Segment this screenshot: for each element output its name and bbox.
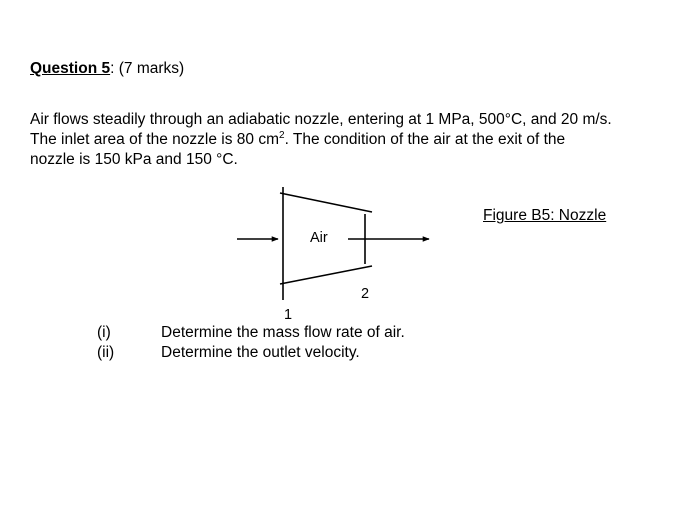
inlet-label: 1 — [284, 307, 293, 323]
question-colon: : — [110, 60, 115, 77]
figure-caption: Figure B5: Nozzle — [483, 207, 607, 224]
task-list — [97, 323, 405, 363]
problem-line-2-start: The inlet area of the nozzle is 80 cm — [30, 131, 279, 148]
question-label: Question 5 — [30, 60, 111, 77]
task-text: Determine the mass flow rate of air. — [161, 324, 405, 341]
question-marks: (7 marks) — [118, 60, 185, 77]
fluid-label: Air — [310, 230, 328, 246]
problem-line-3: nozzle is 150 kPa and 150 °C. — [30, 151, 238, 168]
nozzle-bottom-wall — [280, 266, 372, 284]
outlet-label: 2 — [361, 286, 370, 302]
problem-line-1: Air flows steadily through an adiabatic nozzle, entering at 1 MPa, 500°C, and 20 m/s. — [30, 111, 612, 128]
task-number: (ii) — [97, 344, 115, 361]
problem-line-2 — [30, 130, 680, 150]
question-heading — [30, 60, 184, 78]
problem-statement — [30, 110, 680, 170]
task-item — [97, 343, 405, 363]
task-item — [97, 323, 405, 343]
task-number: (i) — [97, 324, 111, 341]
task-text: Determine the outlet velocity. — [161, 344, 360, 361]
problem-line-2-end: . The condition of the air at the exit of the — [284, 131, 566, 148]
nozzle-top-wall — [280, 193, 372, 212]
area-exponent: 2 — [279, 129, 285, 141]
